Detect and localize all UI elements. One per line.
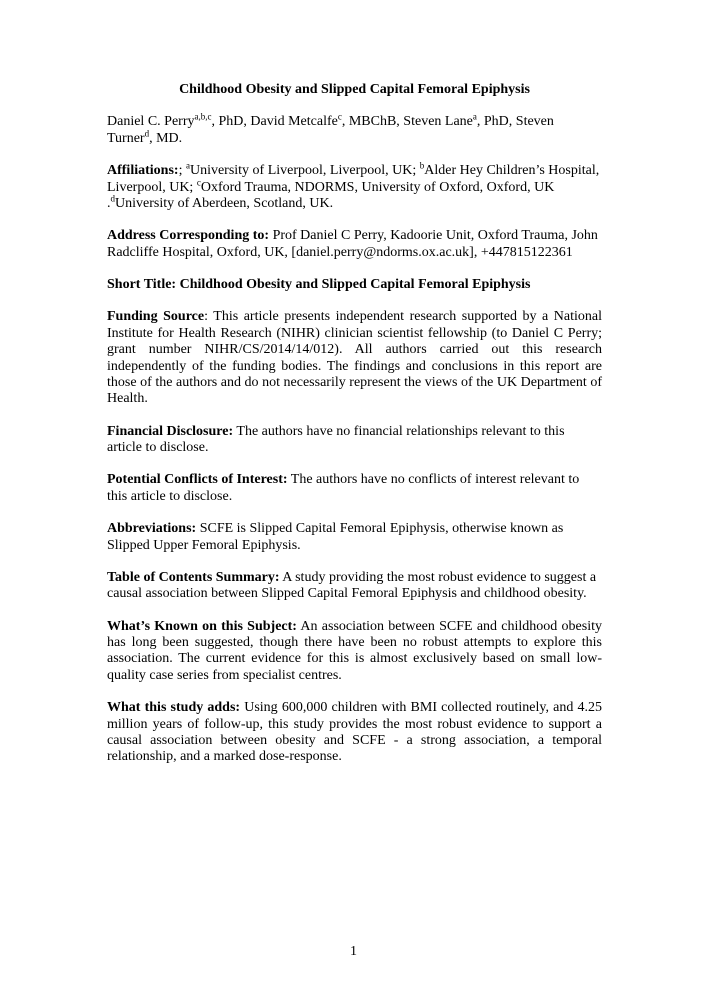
section-short-title: Short Title: Childhood Obesity and Slipped Capital Femoral Epiphysis: [107, 277, 531, 292]
superscript-marker: a: [472, 111, 477, 122]
funding-body: : This article presents independent research supported by a National Institute for Health Research (NIHR) clinician scientist fellowship (to Daniel C Perry; grant number NIHR/CS/2014/14/012). All authors carried out this research independently of the funding bodies. The findings and conclusions in this report are those of the authors and do not necessarily represent the views of the UK Department of Health.: [107, 309, 603, 407]
affiliations-text: ;: [178, 163, 186, 179]
authors-text: , MD.: [149, 130, 183, 146]
affiliations-text: University of Liverpool, Liverpool, UK;: [189, 163, 420, 179]
financial-label: Financial Disclosure:: [107, 423, 234, 439]
section-address-corresponding: [107, 228, 602, 261]
superscript-marker: b: [419, 160, 425, 171]
conflicts-label: Potential Conflicts of Interest:: [107, 472, 288, 488]
authors-text: Daniel C. Perry: [107, 114, 195, 130]
section-what-this-study-adds: [107, 700, 602, 766]
superscript-marker: c: [337, 111, 342, 122]
authors-line: [107, 111, 602, 147]
section-abbreviations: [107, 521, 602, 554]
superscript-marker: c: [196, 176, 201, 187]
superscript-marker: a: [185, 160, 190, 171]
affiliations-text: Alder Hey Children’s Hospital, Liverpool, UK;: [107, 163, 600, 195]
study-adds-label: What this study adds:: [107, 700, 241, 716]
toc-summary-label: Table of Contents Summary:: [107, 569, 280, 585]
whats-known-body: An association between SCFE and childhood obesity has long been suggested, though there have been no robust attempts to explore this association. The current evidence for this is almost exclusively based on small low-quality case series from specialist centres.: [107, 618, 602, 683]
affiliations-paragraph: [107, 160, 602, 212]
paper-title: Childhood Obesity and Slipped Capital Femoral Epiphysis: [179, 82, 530, 97]
toc-summary-body: A study providing the most robust evidence to suggest a causal association between Slipped Capital Femoral Epiphysis and childhood obesity.: [107, 569, 597, 602]
page-number: 1: [350, 943, 357, 959]
whats-known-label: What’s Known on this Subject:: [107, 618, 297, 634]
abbreviations-label: Abbreviations:: [107, 521, 197, 537]
superscript-marker: d: [144, 128, 150, 139]
affiliations-text: Oxford Trauma, NDORMS, University of Oxford, Oxford, UK .: [107, 179, 555, 211]
authors-text: , MBChB, Steven Lane: [341, 114, 473, 130]
section-funding-source: [107, 309, 602, 407]
affiliations-text: University of Aberdeen, Scotland, UK.: [115, 195, 334, 211]
affiliations-label: Affiliations:: [107, 163, 179, 179]
authors-text: , PhD, David Metcalfe: [211, 114, 338, 130]
section-whats-known: [107, 619, 602, 685]
funding-label: Funding Source: [107, 309, 205, 325]
study-adds-body: Using 600,000 children with BMI collected routinely, and 4.25 million years of follow-up, this study provides the most robust evidence to support a causal association between obesity and SCFE - a strong association, a temporal relationship, and a marked dose-response.: [107, 700, 603, 765]
section-toc-summary: [107, 570, 602, 603]
superscript-marker: a,b,c: [194, 111, 212, 122]
section-conflicts-of-interest: [107, 472, 602, 505]
financial-body: The authors have no financial relationships relevant to this article to disclose.: [107, 423, 565, 455]
address-label: Address Corresponding to:: [107, 228, 270, 244]
conflicts-body: The authors have no conflicts of interest relevant to this article to disclose.: [107, 472, 580, 504]
superscript-marker: d: [110, 193, 115, 204]
abbreviations-body: SCFE is Slipped Capital Femoral Epiphysis, otherwise known as Slipped Upper Femoral Epiphysis.: [107, 521, 564, 553]
authors-text: , PhD, Steven Turner: [107, 114, 554, 146]
section-financial-disclosure: [107, 424, 602, 457]
address-body: Prof Daniel C Perry, Kadoorie Unit, Oxford Trauma, John Radcliffe Hospital, Oxford, UK, [daniel.perry@ndorms.ox.ac.uk], +447815122361: [107, 228, 598, 260]
